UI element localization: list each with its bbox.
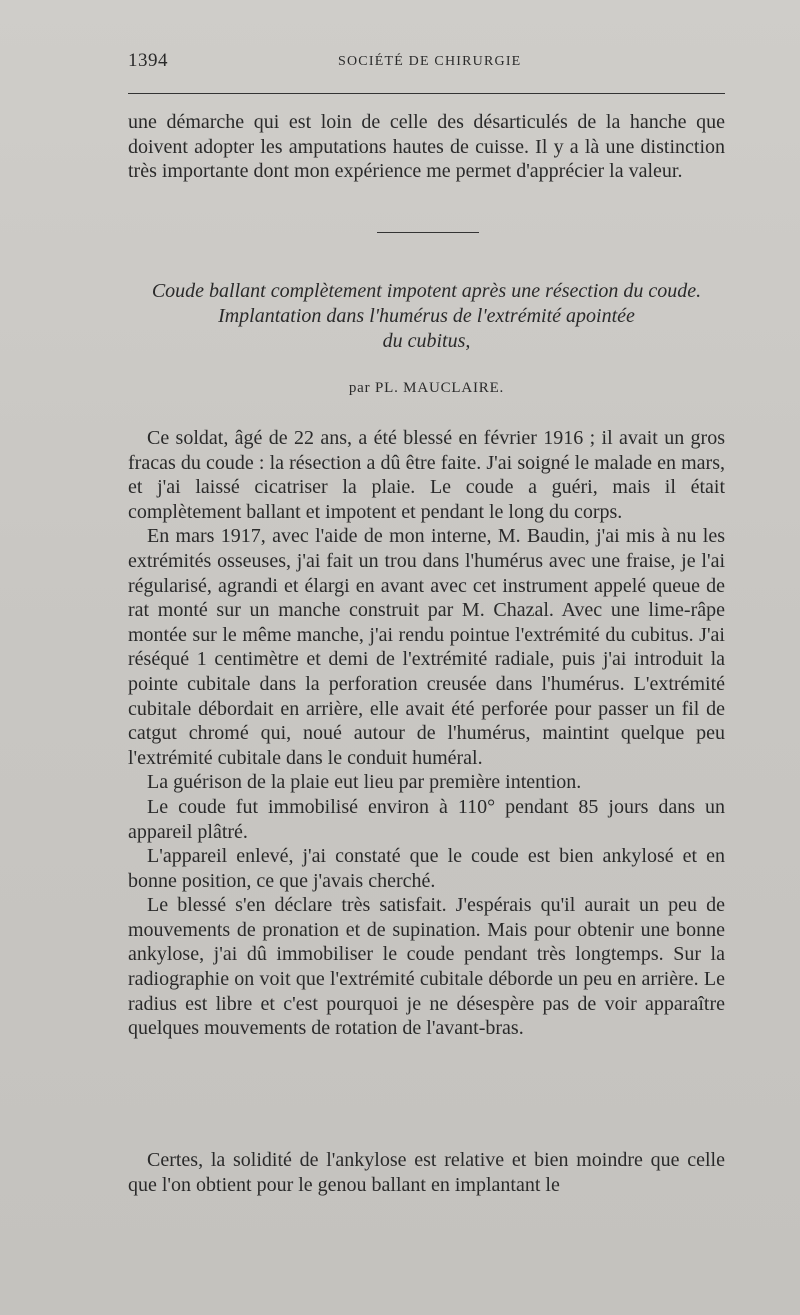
- article-title-line-3: du cubitus,: [382, 330, 471, 352]
- body-paragraph-4: Le coude fut immobilisé environ à 110° pendant 85 jours dans un appareil plâtré.: [128, 795, 725, 843]
- page-number: 1394: [128, 50, 168, 71]
- intro-paragraph: une démarche qui est loin de celle des désarticulés de la hanche que doivent adopter les amputations hautes de cuisse. Il y a là une distinction très importante dont mon expérience me permet d'apprécier la valeur.: [128, 111, 725, 183]
- article-title-line-1: Coude ballant complètement impotent après une résection du coude.: [151, 280, 702, 302]
- section-divider: [377, 232, 479, 233]
- article-title-line-2: Implantation dans l'humérus de l'extrémité apointée: [218, 305, 635, 327]
- page-header: [128, 50, 725, 80]
- body-paragraph-3: La guérison de la plaie eut lieu par première intention.: [147, 771, 582, 794]
- article-body-continued: [128, 1148, 725, 1197]
- article-body: [128, 426, 725, 1041]
- article-title: [128, 279, 725, 354]
- intro-text: [128, 110, 725, 184]
- body-paragraph-7: Certes, la solidité de l'ankylose est relative et bien moindre que celle que l'on obtient pour le genou ballant en implantant le: [128, 1149, 725, 1196]
- header-rule: [128, 93, 725, 94]
- body-paragraph-2: En mars 1917, avec l'aide de mon interne, M. Baudin, j'ai mis à nu les extrémités osseuses, j'ai fait un trou dans l'humérus avec une fraise, je l'ai régularisé, agrandi et élargi en avant avec cet instrument appelé queue de rat monté sur un manche construit par M. Chazal. Avec une lime-râpe montée sur le même manche, j'ai rendu pointue l'extrémité du cubitus. J'ai réséqué 1 centimètre et demi de l'extrémité radiale, puis j'ai introduit la pointe cubitale dans la perforation creusée dans l'humérus. L'extrémité cubitale débordait en arrière, elle avait été perforée pour passer un fil de catgut chromé qui, noué autour de l'humérus, maintint quelque peu l'extrémité cubitale dans le conduit huméral.: [128, 525, 725, 769]
- body-paragraph-6: Le blessé s'en déclare très satisfait. J'espérais qu'il aurait un peu de mouvements de pronation et de supination. Mais pour obtenir une bonne ankylose, j'ai dû immobiliser le coude pendant très longtemps. Sur la radiographie on voit que l'extrémité cubitale déborde un peu en arrière. Le radius est libre et c'est pourquoi je ne désespère pas de voir apparaître quelques mouvements de rotation de l'avant-bras.: [128, 894, 725, 1040]
- body-paragraph-5: L'appareil enlevé, j'ai constaté que le coude est bien ankylosé et en bonne position, ce que j'avais cherché.: [128, 845, 725, 892]
- running-head: SOCIÉTÉ DE CHIRURGIE: [338, 54, 522, 69]
- article-byline: par PL. MAUCLAIRE.: [348, 380, 505, 396]
- body-paragraph-1: Ce soldat, âgé de 22 ans, a été blessé en février 1916 ; il avait un gros fracas du coude : la résection a dû être faite. J'ai soigné le malade en mars, et j'ai laissé cicatriser la plaie. Le coude a guéri, mais il était complètement ballant et impotent et pendant le long du corps.: [128, 427, 725, 523]
